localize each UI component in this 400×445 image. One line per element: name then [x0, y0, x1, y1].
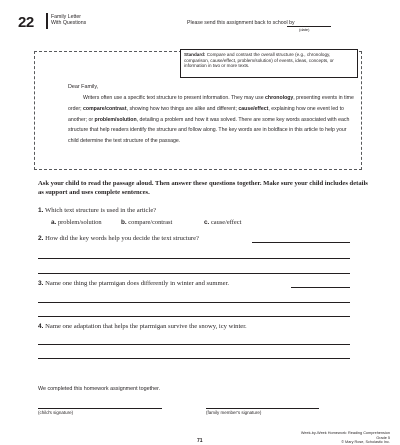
page-number: 22 [18, 14, 34, 31]
heading-line-1: Family Letter [51, 14, 81, 20]
choice-c[interactable] [204, 219, 241, 226]
standard-label: Standard: [184, 52, 206, 57]
letter-body [68, 93, 358, 147]
choice-a[interactable] [51, 219, 102, 226]
header-divider [46, 13, 48, 29]
standard-box [180, 49, 358, 78]
choice-text: compare/contrast [128, 219, 173, 226]
answer-line[interactable] [291, 287, 350, 288]
child-signature-caption: (child's signature) [38, 410, 74, 415]
copyright-credit [290, 431, 390, 445]
date-caption: (date) [299, 27, 310, 32]
family-signature-caption: (family member's signature) [206, 410, 262, 415]
answer-line[interactable] [38, 302, 350, 303]
family-signature-line[interactable] [206, 408, 319, 409]
letter-type-heading [51, 14, 86, 26]
question-number: 1. [38, 207, 44, 214]
answer-line[interactable] [38, 358, 350, 359]
credit-line-2: © Mary Rose, Scholastic Inc. [341, 440, 390, 445]
credit-line-1: Week-by-Week Homework: Reading Comprehension Grade 5 [300, 431, 390, 440]
answer-line[interactable] [38, 344, 350, 345]
keyword-compare-contrast: compare/contrast [83, 105, 127, 112]
answer-line[interactable] [38, 258, 350, 259]
heading-line-2: With Questions [51, 20, 87, 26]
choice-letter: a. [51, 219, 57, 226]
letter-text-2: , presenting events in time order; [68, 95, 354, 112]
send-back-instruction: Please send this assignment back to school by [187, 20, 295, 26]
instructions: Ask your child to read the passage aloud. Then answer these questions together. Make sure your child includes details as support and uses complete sentences. [38, 180, 368, 196]
question-text: Which text structure is used in the article? [45, 207, 157, 214]
letter-text-1: Writers often use a specific text structure to present information. They may use [83, 95, 264, 101]
choice-text: problem/solution [57, 219, 102, 226]
keyword-problem-solution: problem/solution [94, 116, 137, 123]
question-text: How did the key words help you decide the text structure? [45, 235, 199, 242]
keyword-chronology: chronology [265, 95, 294, 101]
letter-text-5: , detailing a problem and how it was solved. There are some key words associated with each structure that help readers identify the structure and follow along. The key words are in boldface in this article to help your child determine the text structure of the passage. [68, 116, 350, 145]
letter-greeting: Dear Family, [68, 84, 99, 90]
choice-text: cause/effect [210, 219, 242, 226]
answer-line[interactable] [38, 273, 350, 274]
question-4 [38, 323, 247, 330]
answer-line[interactable] [252, 242, 350, 243]
child-signature-line[interactable] [38, 408, 162, 409]
question-text: Name one thing the ptarmigan does differently in winter and summer. [45, 280, 230, 287]
question-number: 2. [38, 235, 44, 242]
letter-text-4: , explaining how one event led to another; or [68, 105, 344, 123]
choice-letter: c. [204, 219, 210, 226]
keyword-cause-effect: cause/effect [238, 105, 269, 112]
standard-text: Compare and contrast the overall structure (e.g., chronology, comparison, cause/effect, problem/solution) of events, ideas, concepts, or information in two or more texts. [184, 52, 334, 69]
choice-b[interactable] [121, 219, 172, 226]
footer-page-number: 71 [197, 438, 203, 444]
question-2 [38, 235, 199, 242]
question-number: 3. [38, 280, 44, 287]
choice-letter: b. [121, 219, 127, 226]
letter-text-3: , showing how two things are alike and different; [126, 105, 237, 112]
question-1 [38, 207, 156, 214]
question-number: 4. [38, 323, 44, 330]
answer-line[interactable] [38, 316, 350, 317]
question-3 [38, 280, 229, 287]
completion-statement: We completed this homework assignment together. [38, 386, 161, 392]
question-text: Name one adaptation that helps the ptarmigan survive the snowy, icy winter. [45, 323, 247, 330]
